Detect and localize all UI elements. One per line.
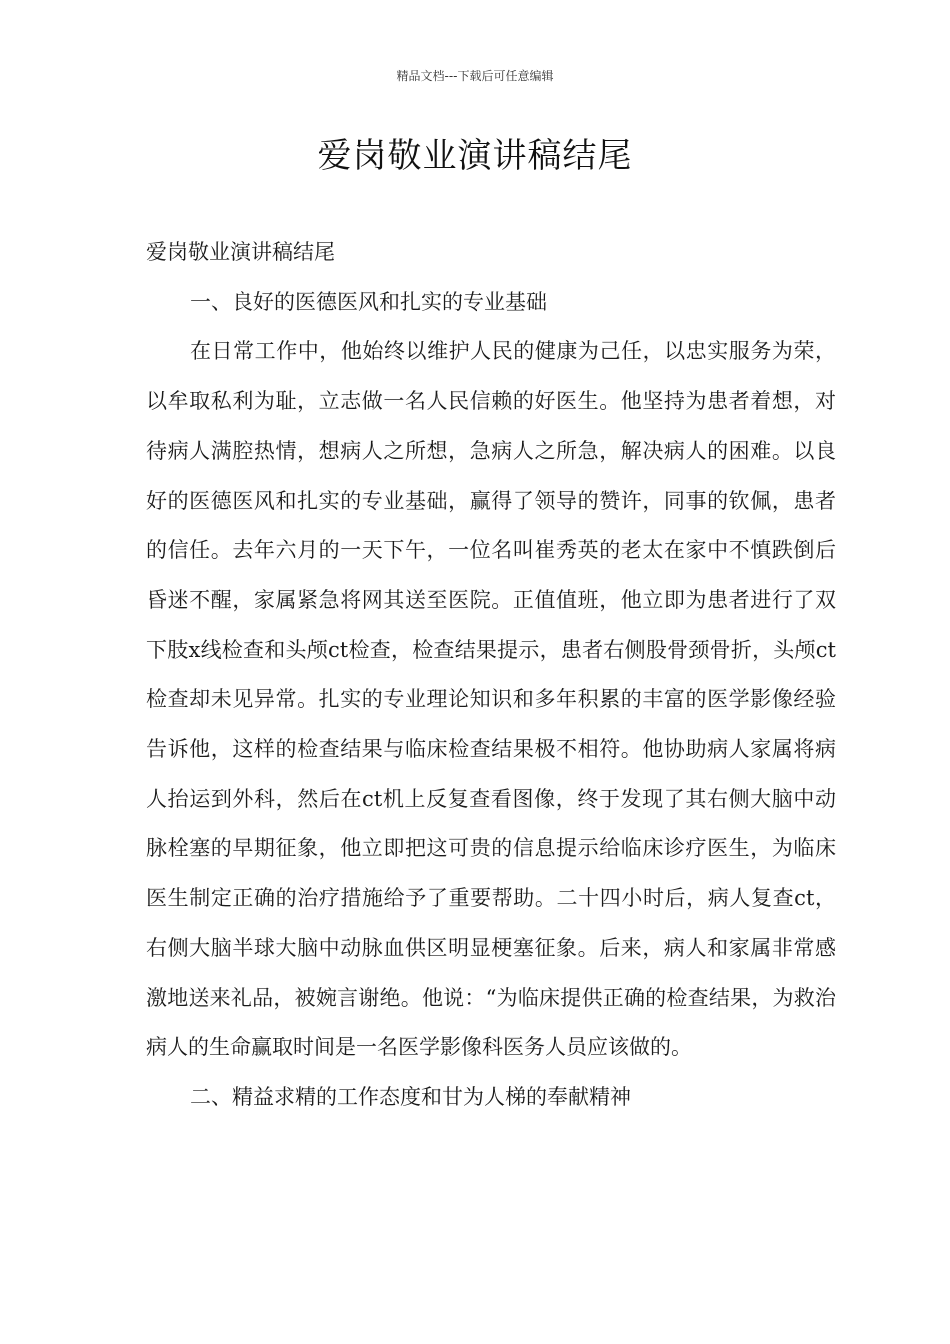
document-body — [146, 228, 836, 1123]
section-heading-2: 二、精益求精的工作态度和甘为人梯的奉献精神 — [190, 1084, 631, 1109]
document-title: 爱岗敬业演讲稿结尾 — [317, 136, 633, 176]
section-heading-1: 一、良好的医德医风和扎实的专业基础 — [190, 289, 547, 314]
subtitle: 爱岗敬业演讲稿结尾 — [146, 240, 335, 264]
paragraph-1: 在日常工作中，他始终以维护人民的健康为己任，以忠实服务为荣，以牟取私利为耻，立志做一名人民信赖的好医生。他坚持为患者着想，对待病人满腔热情，想病人之所想，急病人之所急，解决病人的困难。以良好的医德医风和扎实的专业基础，赢得了领导的赞许，同事的钦佩，患者的信任。去年六月的一天下午，一位名叫崔秀英的老太在家中不慎跌倒后昏迷不醒，家属紧急将网其送至医院。正值值班，他立即为患者进行了双下肢x线检查和头颅ct检查，检查结果提示，患者右侧股骨颈骨折，头颅ct检查却未见异常。扎实的专业理论知识和多年积累的丰富的医学影像经验告诉他，这样的检查结果与临床检查结果极不相符。他协助病人家属将病人抬运到外科，然后在ct机上反复查看图像，终于发现了其右侧大脑中动脉栓塞的早期征象，他立即把这可贵的信息提示给临床诊疗医生，为临床医生制定正确的治疗措施给予了重要帮助。二十四小时后，病人复查ct，右侧大脑半球大脑中动脉血供区明显梗塞征象。后来，病人和家属非常感激地送来礼品，被婉言谢绝。他说：“为临床提供正确的检查结果，为救治病人的生命赢取时间是一名医学影像科医务人员应该做的。 — [146, 339, 836, 1060]
header-note: 精品文档---下载后可任意编辑 — [396, 69, 554, 83]
